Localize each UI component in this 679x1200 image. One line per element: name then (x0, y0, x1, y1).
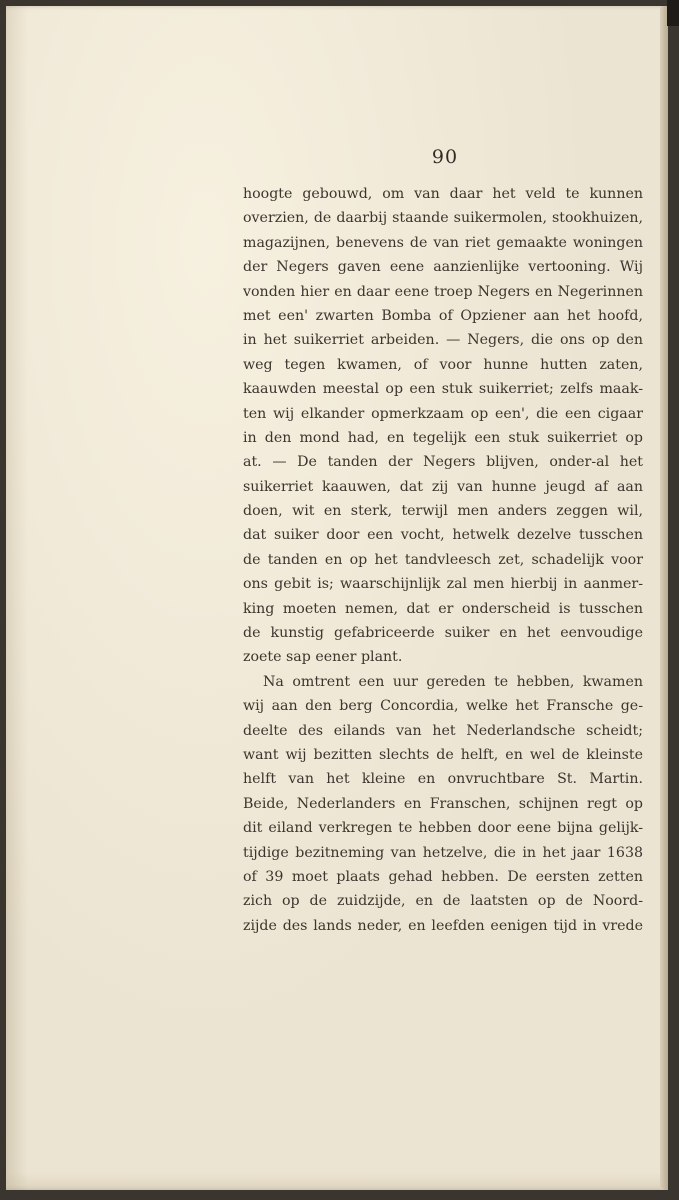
text-line: weg tegen kwamen, of voor hunne hutten zaten, (243, 356, 643, 373)
text-line: Beide, Nederlanders en Franschen, schijnen regt op (243, 795, 643, 812)
paragraph-start-line: Na omtrent een uur gereden te hebben, kwamen (263, 673, 643, 690)
text-line: hoogte gebouwd, om van daar het veld te kunnen (243, 186, 643, 202)
paragraph-end-line: zoete sap eener plant. (243, 649, 403, 666)
text-line: overzien, de daarbij staande suikermolen, stookhuizen, (243, 210, 643, 227)
text-line: suikerriet kaauwen, dat zij van hunne jeugd af aan (243, 478, 643, 495)
text-line: zich op de zuidzijde, en de laatsten op de Noord- (243, 893, 643, 910)
text-line: met een' zwarten Bomba of Opziener aan het hoofd, (243, 307, 643, 324)
text-line: doen, wit en sterk, terwijl men anders zeggen wil, (243, 503, 643, 520)
text-line: want wij bezitten slechts de helft, en wel de kleinste (243, 746, 643, 763)
text-line: tijdige bezitneming van hetzelve, die in het jaar 1638 (243, 844, 643, 861)
text-line: de tanden en op het tandvleesch zet, schadelijk voor (243, 551, 643, 568)
text-line: ons gebit is; waarschijnlijk zal men hierbij in aanmer- (243, 576, 643, 593)
text-line: dat suiker door een vocht, hetwelk dezelve tusschen (243, 527, 643, 544)
text-line: helft van het kleine en onvruchtbare St. Martin. (243, 771, 643, 788)
text-line: kaauwden meestal op een stuk suikerriet; zelfs maak- (243, 381, 643, 398)
text-line: vonden hier en daar eene troep Negers en Negerinnen (243, 283, 643, 300)
text-line: in den mond had, en tegelijk een stuk suikerriet op (243, 429, 643, 446)
body-text (243, 182, 643, 938)
text-line: king moeten nemen, dat er onderscheid is tusschen (243, 600, 643, 617)
text-line: ten wij elkander opmerkzaam op een', die een cigaar (243, 405, 643, 422)
page-edge (660, 6, 668, 1190)
scan-corner-mark (667, 0, 679, 26)
text-line: deelte des eilands van het Nederlandsche scheidt; (243, 722, 643, 739)
text-line: zijde des lands neder, en leefden eenigen tijd in vrede (243, 917, 643, 934)
text-line: in het suikerriet arbeiden. — Negers, die ons op den (243, 332, 643, 349)
text-line: of 39 moet plaats gehad hebben. De eersten zetten (243, 868, 643, 885)
text-line: wij aan den berg Concordia, welke het Fransche ge- (243, 698, 643, 715)
text-line: dit eiland verkregen te hebben door eene bijna gelijk- (243, 820, 643, 837)
text-line: de kunstig gefabriceerde suiker en het eenvoudige (243, 625, 643, 642)
text-line: der Negers gaven eene aanzienlijke vertooning. Wij (243, 259, 643, 276)
text-line: magazijnen, benevens de van riet gemaakte woningen (243, 234, 643, 251)
text-line: at. — De tanden der Negers blijven, onder-al het (243, 454, 643, 471)
page-number: 90 (431, 146, 459, 168)
